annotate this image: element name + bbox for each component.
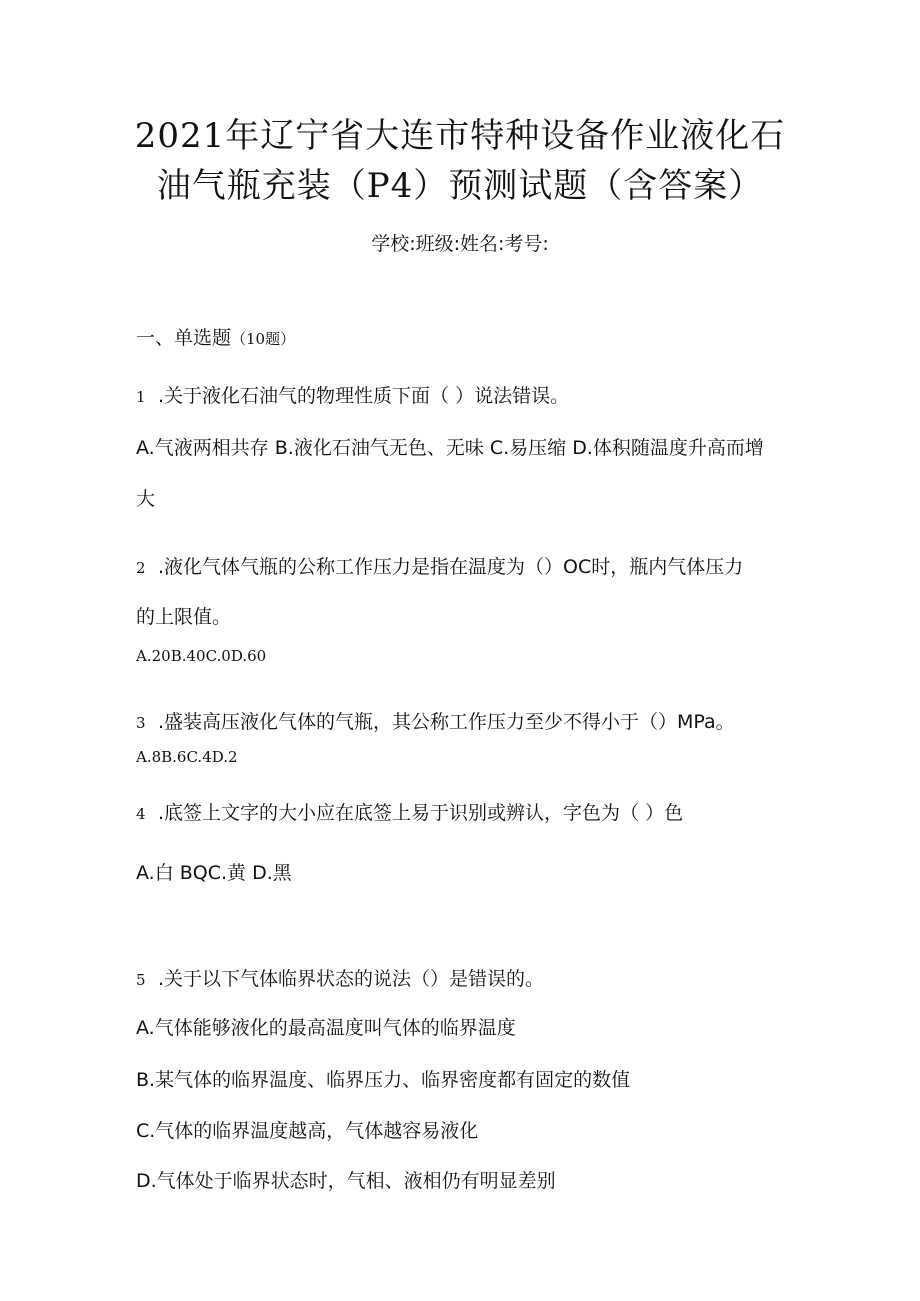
question-options: A.白 BQC.黄 D.黑 xyxy=(136,862,292,884)
question-3 xyxy=(136,707,735,734)
option-c: C.气体的临界温度越高，气体越容易液化 xyxy=(136,1120,479,1142)
question-number: 1 xyxy=(136,388,146,406)
question-text: .液化气体气瓶的公称工作压力是指在温度为（）OC时，瓶内气体压力 xyxy=(158,556,744,578)
question-number: 5 xyxy=(136,971,146,989)
question-text-continued: 的上限值。 xyxy=(136,606,232,628)
question-number: 4 xyxy=(136,805,146,823)
question-3-options xyxy=(136,748,238,766)
question-4 xyxy=(136,798,683,825)
question-4-options xyxy=(136,858,292,885)
question-number: 3 xyxy=(136,714,146,732)
question-5-option-c xyxy=(136,1116,478,1143)
question-5 xyxy=(136,964,544,991)
question-1-options-line1 xyxy=(136,433,764,460)
section-count: （10题） xyxy=(231,330,296,348)
question-options: A.气液两相共存 B.液化石油气无色、无味 C.易压缩 D.体积随温度升高而增 xyxy=(136,437,764,459)
option-d: D.气体处于临界状态时，气相、液相仍有明显差别 xyxy=(136,1170,556,1192)
question-options: A.8B.6C.4D.2 xyxy=(136,748,238,766)
question-text: .关于以下气体临界状态的说法（）是错误的。 xyxy=(158,968,545,990)
document-title-line2: 油气瓶充装（P4）预测试题（含答案） xyxy=(156,166,764,206)
question-5-option-a xyxy=(136,1013,516,1040)
question-2-options xyxy=(136,647,266,665)
question-1 xyxy=(136,381,569,408)
question-5-option-d xyxy=(136,1166,556,1193)
question-text: .关于液化石油气的物理性质下面（ ）说法错误。 xyxy=(158,385,570,407)
section-label: 一、单选题 xyxy=(136,327,232,349)
question-text: .底签上文字的大小应在底签上易于识别或辨认，字色为（ ）色 xyxy=(158,802,684,824)
question-2 xyxy=(136,552,743,579)
option-a: A.气体能够液化的最高温度叫气体的临界温度 xyxy=(136,1017,516,1039)
question-2-continued xyxy=(136,602,231,629)
section-heading xyxy=(136,323,295,350)
question-options: A.20B.40C.0D.60 xyxy=(136,647,267,665)
question-text: .盛装高压液化气体的气瓶，其公称工作压力至少不得小于（）MPa。 xyxy=(158,711,735,733)
question-number: 2 xyxy=(136,559,146,577)
student-info-line: 学校:班级:姓名:考号: xyxy=(371,233,549,255)
question-options-continued: 大 xyxy=(136,488,156,510)
option-b: B.某气体的临界温度、临界压力、临界密度都有固定的数值 xyxy=(136,1069,631,1091)
question-5-option-b xyxy=(136,1065,630,1092)
document-title-line1: 2021年辽宁省大连市特种设备作业液化石 xyxy=(134,116,786,156)
question-1-options-line2 xyxy=(136,484,155,511)
